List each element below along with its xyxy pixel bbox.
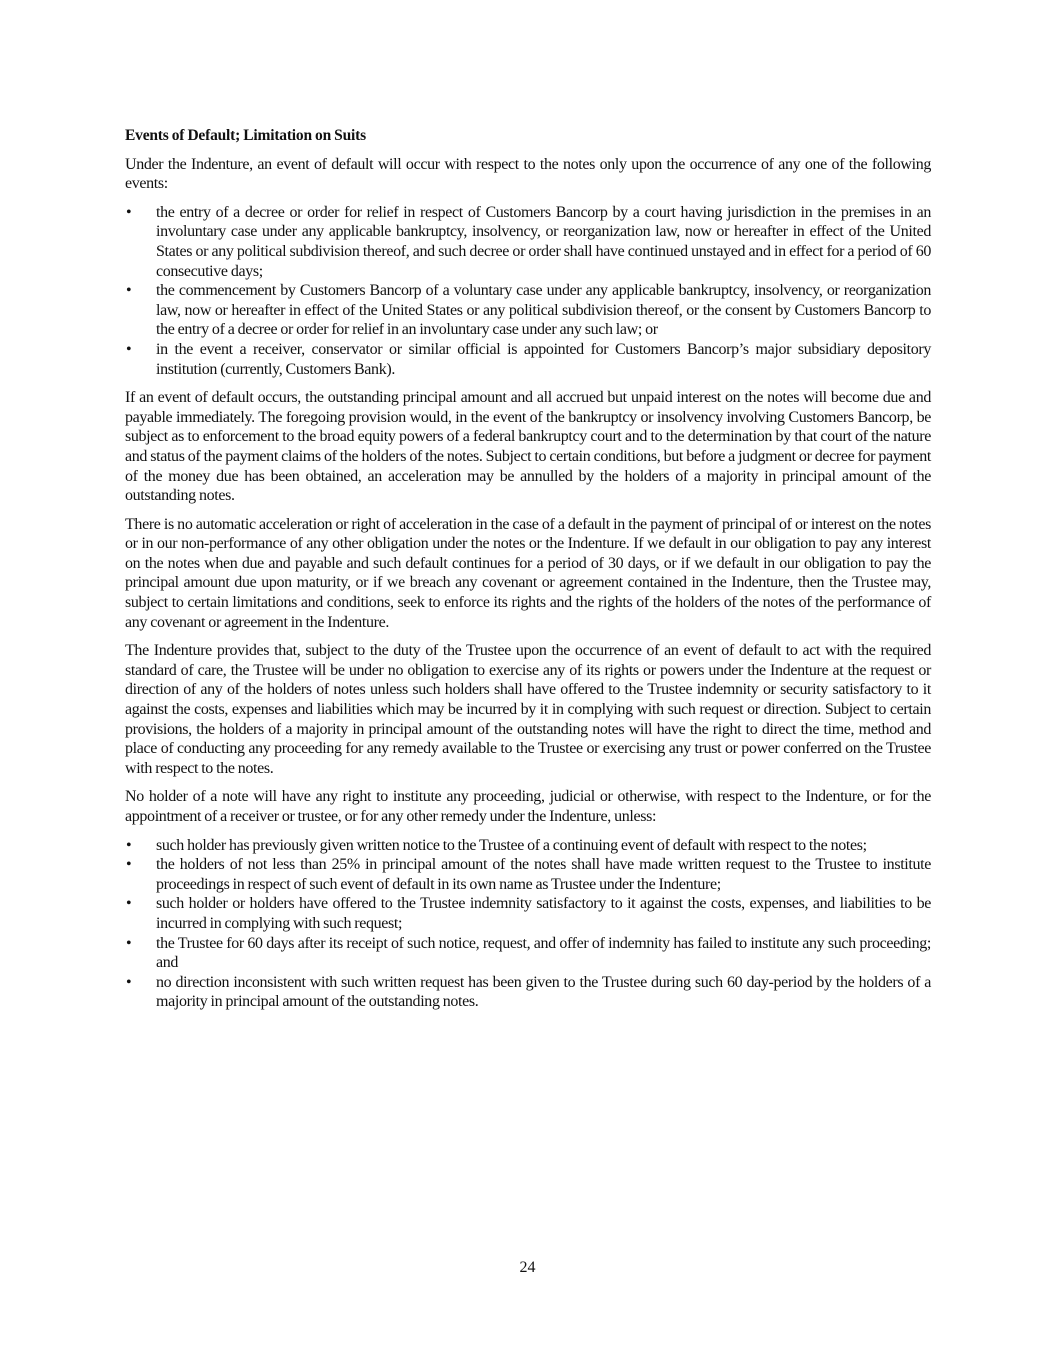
list-item xyxy=(125,340,931,379)
list-item-text: such holder has previously given written notice to the Trustee of a continuing event of default with respect to the notes; xyxy=(156,836,867,854)
bullet-icon: • xyxy=(126,340,132,358)
list-item xyxy=(125,934,931,973)
list-item xyxy=(125,894,931,933)
page-number: 24 xyxy=(519,1259,536,1276)
suit-conditions-list xyxy=(125,836,931,1012)
holder-suits-paragraph: No holder of a note will have any right to institute any proceeding, judicial or otherwise, with respect to the Indenture, or for the appointment of a receiver or trustee, or for any other remedy under the Indenture, unless: xyxy=(125,788,931,825)
list-item-text: the Trustee for 60 days after its receipt of such notice, request, and offer of indemnity has failed to institute any such proceeding; and xyxy=(156,934,931,972)
bullet-icon: • xyxy=(126,934,132,952)
list-item xyxy=(125,281,931,340)
no-automatic-acceleration-paragraph: There is no automatic acceleration or right of acceleration in the case of a default in the payment of principal of or interest on the notes or in our non-performance of any other obligation under the notes or the Indenture. If we default in our obligation to pay any interest on the notes when due and payable and such default continues for a period of 30 days, or if we default in our obligation to pay the principal amount due upon maturity, or if we breach any covenant or agreement contained in the Indenture, then the Trustee may, subject to certain limitations and conditions, seek to enforce its rights and the rights of the holders of the notes of the performance of any covenant or agreement in the Indenture. xyxy=(125,515,931,631)
section-heading: Events of Default; Limitation on Suits xyxy=(125,127,366,144)
list-item xyxy=(125,855,931,894)
list-item-text: in the event a receiver, conservator or similar official is appointed for Customers Bancorp’s major subsidiary depository institution (currently, Customers Bank). xyxy=(156,340,931,378)
document-page xyxy=(125,126,931,1021)
events-of-default-list xyxy=(125,203,931,379)
list-item xyxy=(125,203,931,281)
list-item-text: no direction inconsistent with such written request has been given to the Trustee during such 60 day-period by the holders of a majority in principal amount of the outstanding notes. xyxy=(156,973,931,1011)
list-item-text: such holder or holders have offered to the Trustee indemnity satisfactory to it against the costs, expenses, and liabilities to be incurred in complying with such request; xyxy=(156,895,931,932)
acceleration-paragraph: If an event of default occurs, the outstanding principal amount and all accrued but unpaid interest on the notes will become due and payable immediately. The foregoing provision would, in the event of the bankruptcy or insolvency involving Customers Bancorp, be subject as to enforcement to the broad equity powers of a federal bankruptcy court and to the determination by that court of the nature and status of the payment claims of the holders of the notes. Subject to certain conditions, but before a judgment or decree for payment of the money due has been obtained, an acceleration may be annulled by the holders of a majority in principal amount of the outstanding notes. xyxy=(125,389,931,505)
bullet-icon: • xyxy=(126,203,132,221)
list-item xyxy=(125,973,931,1012)
bullet-icon: • xyxy=(126,856,132,874)
trustee-duty-paragraph: The Indenture provides that, subject to the duty of the Trustee upon the occurrence of an event of default to act with the required standard of care, the Trustee will be under no obligation to exercise any of its rights or powers under the Indenture at the request or direction of any of the holders of notes unless such holders shall have offered to the Trustee indemnity or security satisfactory to it against the costs, expenses and liabilities which may be incurred by it in complying with such request or direction. Subject to certain provisions, the holders of a majority in principal amount of the outstanding notes will have the right to direct the time, method and place of conducting any proceeding for any remedy available to the Trustee or exercising any trust or power conferred on the Trustee with respect to the notes. xyxy=(125,642,931,777)
bullet-icon: • xyxy=(126,836,132,854)
bullet-icon: • xyxy=(126,282,132,300)
bullet-icon: • xyxy=(126,895,132,913)
intro-paragraph: Under the Indenture, an event of default will occur with respect to the notes only upon the occurrence of any one of the following events: xyxy=(125,155,931,193)
list-item-text: the entry of a decree or order for relief in respect of Customers Bancorp by a court having jurisdiction in the premises in an involuntary case under any applicable bankruptcy, insolvency, or reorganization law, now or hereafter in effect of the United States or any political subdivision thereof, and such decree or order shall have continued unstayed and in effect for a period of 60 consecutive days; xyxy=(156,203,931,280)
list-item xyxy=(125,836,931,856)
list-item-text: the holders of not less than 25% in principal amount of the notes shall have made written request to the Trustee to institute proceedings in respect of such event of default in its own name as Trustee under the Indenture; xyxy=(156,856,931,893)
bullet-icon: • xyxy=(126,973,132,991)
list-item-text: the commencement by Customers Bancorp of a voluntary case under any applicable bankruptcy, insolvency, or reorganization law, now or hereafter in effect of the United States or any political subdivision thereof, or the consent by Customers Bancorp to the entry of a decree or order for relief in an involuntary case under any such law; or xyxy=(156,282,931,339)
